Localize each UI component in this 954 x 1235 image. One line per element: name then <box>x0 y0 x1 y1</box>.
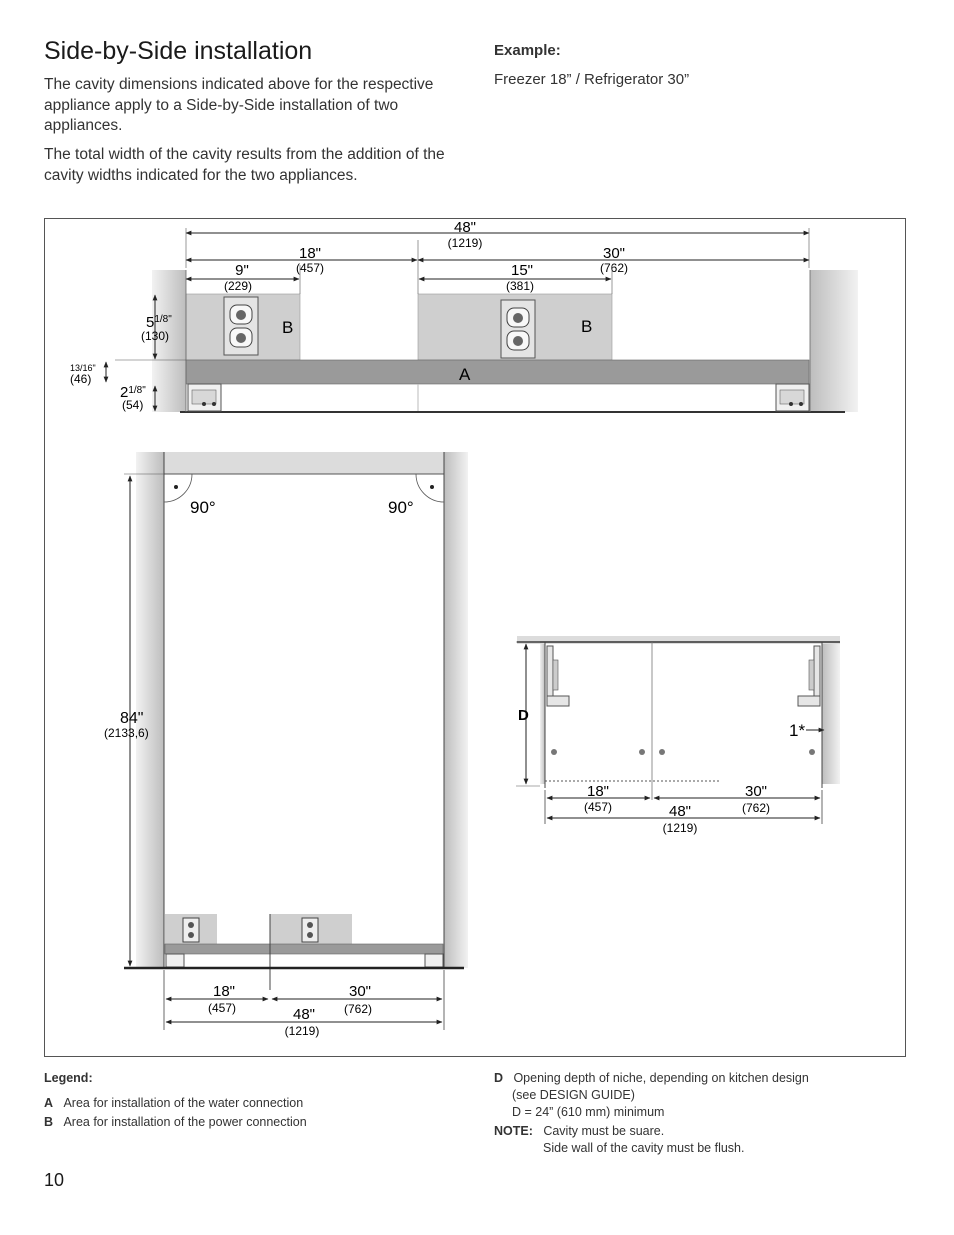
top-total-in: 48" <box>668 803 692 820</box>
legend-text-d: Opening depth of niche, depending on kitchen design <box>513 1071 809 1085</box>
page-title: Side-by-Side installation <box>44 37 313 65</box>
top-right-mm: (762) <box>741 801 771 815</box>
elev-total-mm: (1219) <box>284 1024 320 1038</box>
elev-outlet-right-icon <box>302 918 318 942</box>
foot-left-icon <box>188 384 221 411</box>
legend-key-d: D <box>494 1071 504 1085</box>
elev-right-in: 30" <box>348 983 372 1000</box>
zone-height-in: $5^{1/8}$" <box>146 314 172 331</box>
legend-note <box>494 1124 664 1138</box>
outlet-right-icon <box>501 300 535 358</box>
legend-text-b: Area for installation of the power connection <box>63 1115 307 1129</box>
legend-item-d <box>494 1071 809 1085</box>
legend-note-key: NOTE: <box>494 1124 533 1138</box>
outlet-left-icon <box>224 297 258 355</box>
hinge-right-icon <box>798 646 820 706</box>
front-right-mm: (762) <box>599 261 629 275</box>
front-left-in: 18" <box>298 245 322 262</box>
elev-left-in: 18" <box>212 983 236 1000</box>
legend-title: Legend: <box>44 1071 93 1085</box>
outlet-right-offset-in: 15" <box>510 262 534 279</box>
label-b-right: B <box>581 317 593 336</box>
total-width-paragraph: The total width of the cavity results from the addition of the cavity widths indicated for the two appliances. <box>44 146 445 184</box>
hinge-left-icon <box>547 646 569 706</box>
legend-key-b: B <box>44 1115 54 1129</box>
legend-d-line3: D = 24” (610 mm) minimum <box>512 1105 665 1119</box>
top-left-in: 18" <box>586 783 610 800</box>
elev-right-mm: (762) <box>343 1002 373 1016</box>
height-in: 84" <box>120 710 144 727</box>
label-a: A <box>459 365 471 384</box>
legend-note-line2: Side wall of the cavity must be flush. <box>543 1141 745 1155</box>
elev-total-in: 48" <box>292 1006 316 1023</box>
base-height-mm: (54) <box>122 398 144 412</box>
top-right-in: 30" <box>744 783 768 800</box>
top-left-mm: (457) <box>583 800 613 814</box>
outlet-left-offset-in: 9" <box>235 262 249 279</box>
label-1-star: 1* <box>789 721 806 740</box>
front-left-mm: (457) <box>295 261 325 275</box>
front-view <box>70 219 858 412</box>
example-label: Example: <box>494 42 561 59</box>
outlet-right-offset-mm: (381) <box>505 279 535 293</box>
outlet-left-offset-mm: (229) <box>223 279 253 293</box>
angle-left: 90° <box>190 498 216 517</box>
band-height-in: 13/16" <box>70 363 96 373</box>
example-text: Freezer 18” / Refrigerator 30” <box>494 71 690 88</box>
front-total-mm: (1219) <box>447 236 483 250</box>
zone-height-mm: (130) <box>141 329 170 343</box>
label-d: D <box>518 707 529 724</box>
elev-outlet-left-icon <box>183 918 199 942</box>
intro-paragraph: The cavity dimensions indicated above for the respective appliance apply to a Side-by-Side installation of two appliances. <box>44 76 434 134</box>
page-number: 10 <box>44 1170 65 1190</box>
foot-right-icon <box>776 384 809 411</box>
top-total-mm: (1219) <box>662 821 698 835</box>
legend-key-a: A <box>44 1096 54 1110</box>
legend-item-a <box>44 1096 303 1110</box>
front-right-in: 30" <box>602 245 626 262</box>
legend-d-line2: (see DESIGN GUIDE) <box>512 1088 635 1102</box>
top-view <box>516 636 840 835</box>
legend-text-a: Area for installation of the water connection <box>63 1096 304 1110</box>
elev-left-mm: (457) <box>207 1001 237 1015</box>
label-b-left: B <box>282 318 294 337</box>
legend-item-b <box>44 1115 307 1129</box>
legend-note-line1: Cavity must be suare. <box>543 1124 665 1138</box>
angle-right: 90° <box>388 498 414 517</box>
elevation-view <box>104 452 468 1038</box>
height-mm: (2133,6) <box>104 726 149 740</box>
base-height-in: $2^{1/8}$" <box>120 384 146 401</box>
band-height-mm: (46) <box>70 372 92 386</box>
front-total-in: 48" <box>453 219 477 236</box>
